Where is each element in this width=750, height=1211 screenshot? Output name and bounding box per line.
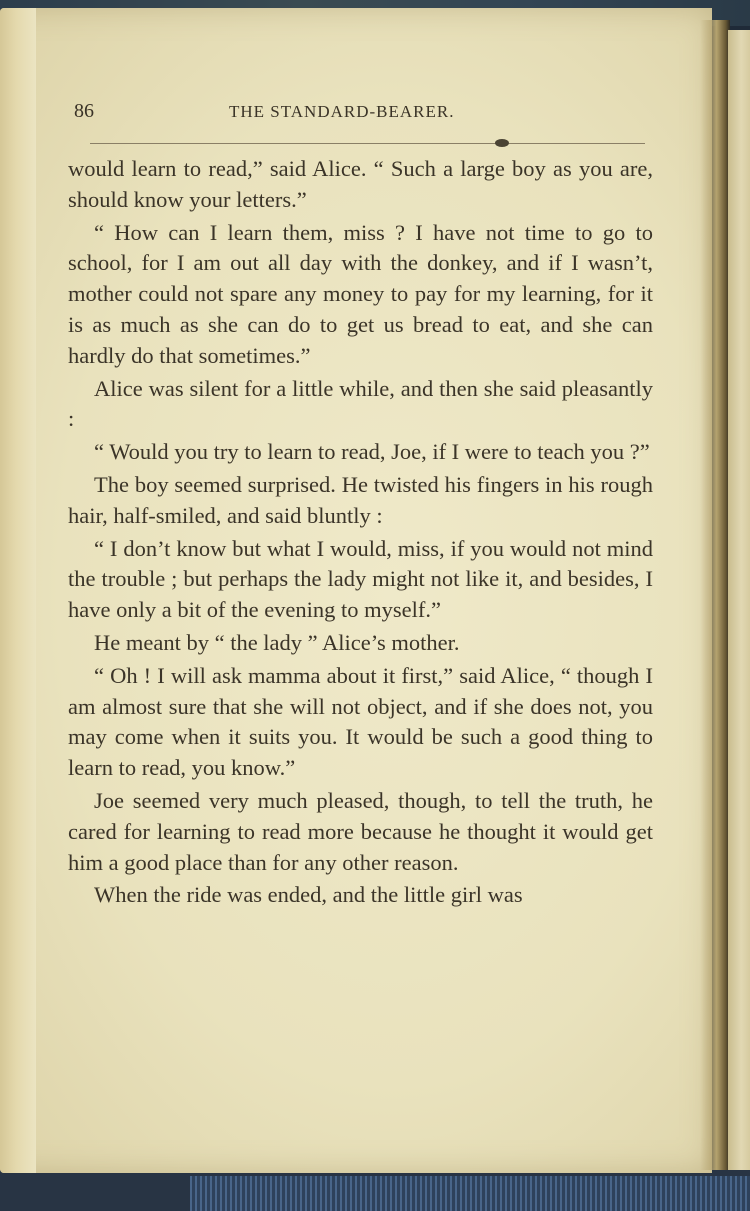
- paragraph: “ I don’t know but what I would, miss, if you would not mind the trouble ; but perhaps the lady might not like it, and besides, I have only a bit of the evening to myself.”: [68, 535, 653, 623]
- measuring-ruler: [190, 1176, 750, 1211]
- page-stack-edge: [0, 8, 36, 1173]
- body-text: [68, 154, 653, 911]
- book-gutter: [700, 20, 730, 1170]
- paragraph: “ Oh ! I will ask mamma about it first,” said Alice, “ though I am almost sure that she will not object, and if she does not, you may come when it suits you. It would be such a good thing to learn to read, you know.”: [68, 662, 653, 781]
- paragraph: Alice was silent for a little while, and then she said pleasantly :: [68, 375, 653, 432]
- paragraph: would learn to read,” said Alice. “ Such a large boy as you are, should know your letters.”: [68, 156, 653, 212]
- running-head: THE STANDARD-BEARER.: [229, 102, 455, 121]
- facing-page-sliver: [728, 30, 750, 1170]
- paragraph: When the ride was ended, and the little girl was: [94, 882, 523, 908]
- page-number: 86: [74, 100, 94, 122]
- paragraph: “ How can I learn them, miss ? I have not time to go to school, for I am out all day with the donkey, and if I wasn’t, mother could not spare any money to pay for my learning, for it is as much as she can do to get us bread to eat, and she can hardly do that sometimes.”: [68, 219, 653, 368]
- paragraph: “ Would you try to learn to read, Joe, if I were to teach you ?”: [94, 439, 650, 465]
- paragraph: Joe seemed very much pleased, though, to tell the truth, he cared for learning to read more because he thought it would get him a good place than for any other reason.: [68, 787, 653, 875]
- page-header: [74, 100, 644, 128]
- paragraph: The boy seemed surprised. He twisted his fingers in his rough hair, half-smiled, and said bluntly :: [68, 471, 653, 528]
- header-rule: [90, 143, 645, 144]
- paragraph: He meant by “ the lady ” Alice’s mother.: [94, 629, 460, 655]
- header-rule-ornament: [495, 139, 509, 147]
